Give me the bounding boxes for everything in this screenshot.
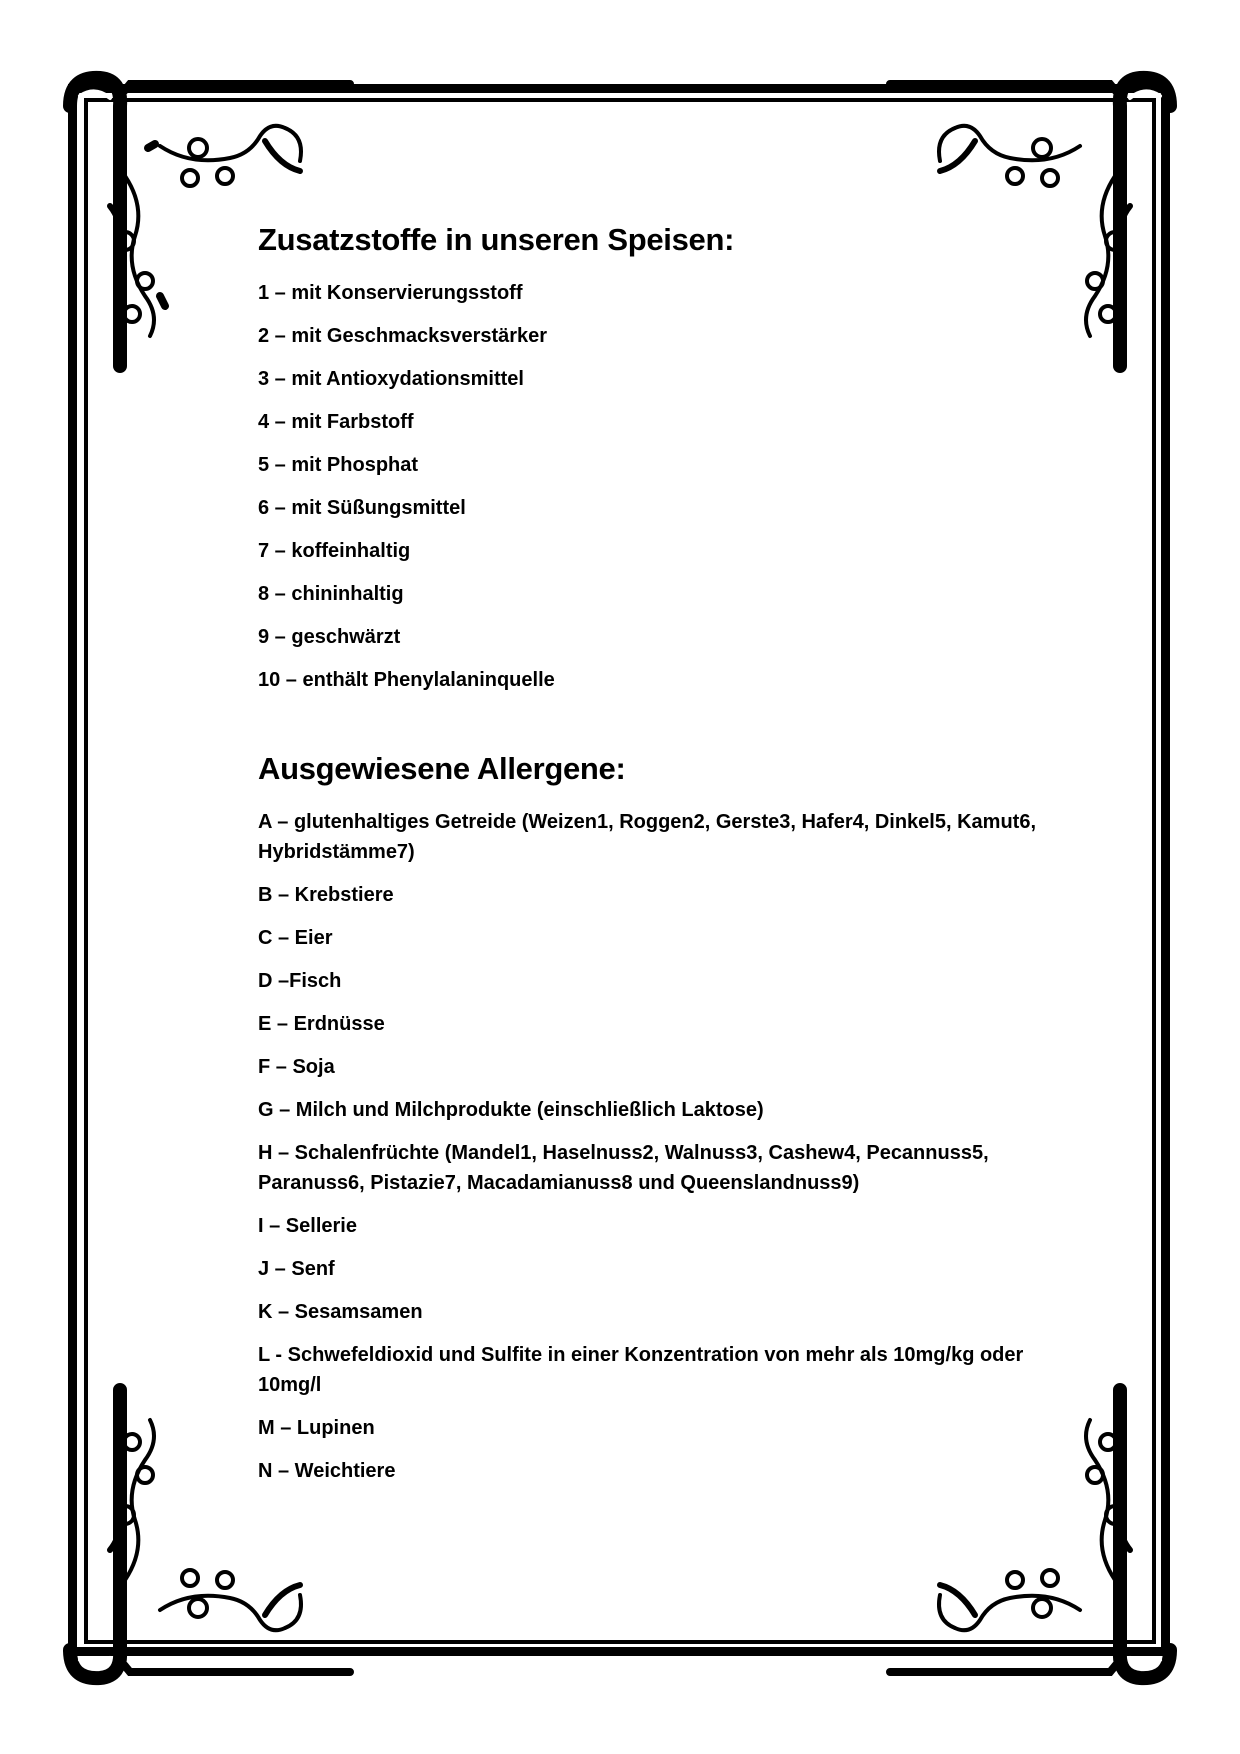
allergen-item: C – Eier <box>258 927 333 949</box>
allergen-item: M – Lupinen <box>258 1417 375 1439</box>
additive-item: 3 – mit Antioxydationsmittel <box>258 368 524 390</box>
additive-item: 10 – enthält Phenylalaninquelle <box>258 669 555 691</box>
additive-item: 6 – mit Süßungsmittel <box>258 497 466 519</box>
allergen-item: L - Schwefeldioxid und Sulfite in einer Konzentration von mehr als 10mg/kg oder 10mg/l <box>258 1344 1024 1396</box>
allergen-item: I – Sellerie <box>258 1215 357 1237</box>
allergen-item: A – glutenhaltiges Getreide (Weizen1, Roggen2, Gerste3, Hafer4, Dinkel5, Kamut6, Hybridstämme7) <box>258 811 1036 863</box>
additives-list <box>258 278 1078 695</box>
additive-item: 8 – chininhaltig <box>258 583 404 605</box>
additive-item: 1 – mit Konservierungsstoff <box>258 282 523 304</box>
allergens-heading: Ausgewiesene Allergene: <box>258 751 626 786</box>
allergen-item: N – Weichtiere <box>258 1460 396 1482</box>
allergen-item: F – Soja <box>258 1056 335 1078</box>
additive-item: 2 – mit Geschmacksverstärker <box>258 325 548 347</box>
additives-heading: Zusatzstoffe in unseren Speisen: <box>258 222 735 257</box>
additive-item: 4 – mit Farbstoff <box>258 411 414 433</box>
allergens-list <box>258 807 1078 1486</box>
additive-item: 9 – geschwärzt <box>258 626 401 648</box>
allergen-item: J – Senf <box>258 1258 335 1280</box>
document-content <box>258 222 1078 1499</box>
allergen-item: E – Erdnüsse <box>258 1013 385 1035</box>
allergen-item: G – Milch und Milchprodukte (einschließlich Laktose) <box>258 1099 764 1121</box>
allergen-item: K – Sesamsamen <box>258 1301 423 1323</box>
allergen-item: B – Krebstiere <box>258 884 394 906</box>
additive-item: 5 – mit Phosphat <box>258 454 419 476</box>
additive-item: 7 – koffeinhaltig <box>258 540 411 562</box>
allergen-item: H – Schalenfrüchte (Mandel1, Haselnuss2, Walnuss3, Cashew4, Pecannuss5, Paranuss6, Pistazie7, Macadamianuss8 und Queenslandnuss9) <box>258 1142 989 1194</box>
allergen-item: D –Fisch <box>258 970 342 992</box>
